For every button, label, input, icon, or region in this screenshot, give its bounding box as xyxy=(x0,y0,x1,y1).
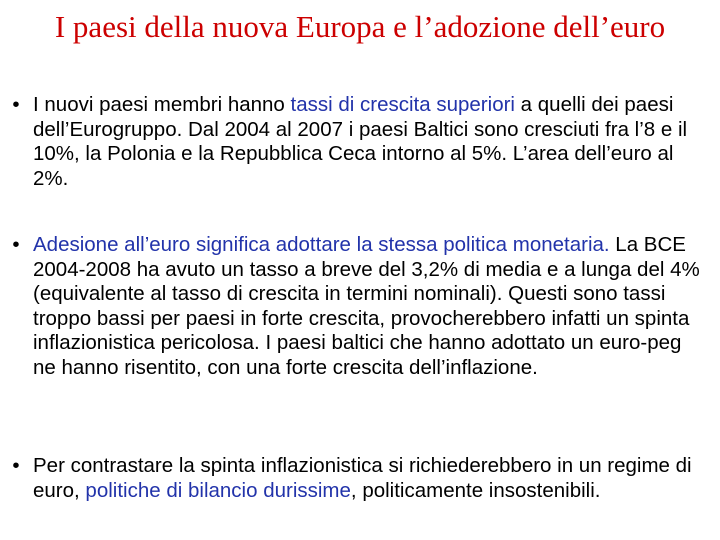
bullet-item xyxy=(6,454,706,503)
highlighted-phrase: tassi di crescita superiori xyxy=(290,93,515,116)
bullet-item xyxy=(6,93,706,191)
bullet-item xyxy=(6,233,706,380)
slide-title: I paesi della nuova Europa e l’adozione dell’euro xyxy=(54,9,666,44)
highlighted-phrase: politiche di bilancio durissime xyxy=(85,478,351,502)
bullet-text xyxy=(33,233,706,380)
bullet-dot: • xyxy=(12,233,20,256)
bullet-text xyxy=(33,454,706,503)
bullet-dot: • xyxy=(12,93,20,116)
bullet-text-segment: , politicamente insostenibili. xyxy=(350,478,601,502)
bullet-text xyxy=(33,93,706,191)
bullet-dot: • xyxy=(12,454,20,477)
highlighted-phrase: Adesione all’euro significa adottare la stessa politica monetaria. xyxy=(33,233,610,256)
bullet-text-segment: a quelli dei paesi dell’Eurogruppo. Dal 2004 al 2007 i paesi Baltici sono cresciuti fra l’8 e il 10%, la Polonia e la Repubblica Ceca intorno al 5%. L’area dell’euro al 2%. xyxy=(33,93,688,190)
bullet-text-segment: I nuovi paesi membri hanno xyxy=(33,93,291,116)
bullet-text-segment: La BCE 2004-2008 ha avuto un tasso a breve del 3,2% di media e a lunga del 4% (equivalente al tasso di crescita in termini nominali). Questi sono tassi troppo bassi per paesi in forte crescita, provocherebbero infatti un spinta inflazionistica pericolosa. I paesi baltici che hanno adottato un euro-peg ne hanno risentito, con una forte crescita dell’inflazione. xyxy=(33,233,700,379)
bullet-text-segment: Per contrastare la spinta inflazionistica si richiederebbero in un regime di euro, xyxy=(33,454,692,502)
